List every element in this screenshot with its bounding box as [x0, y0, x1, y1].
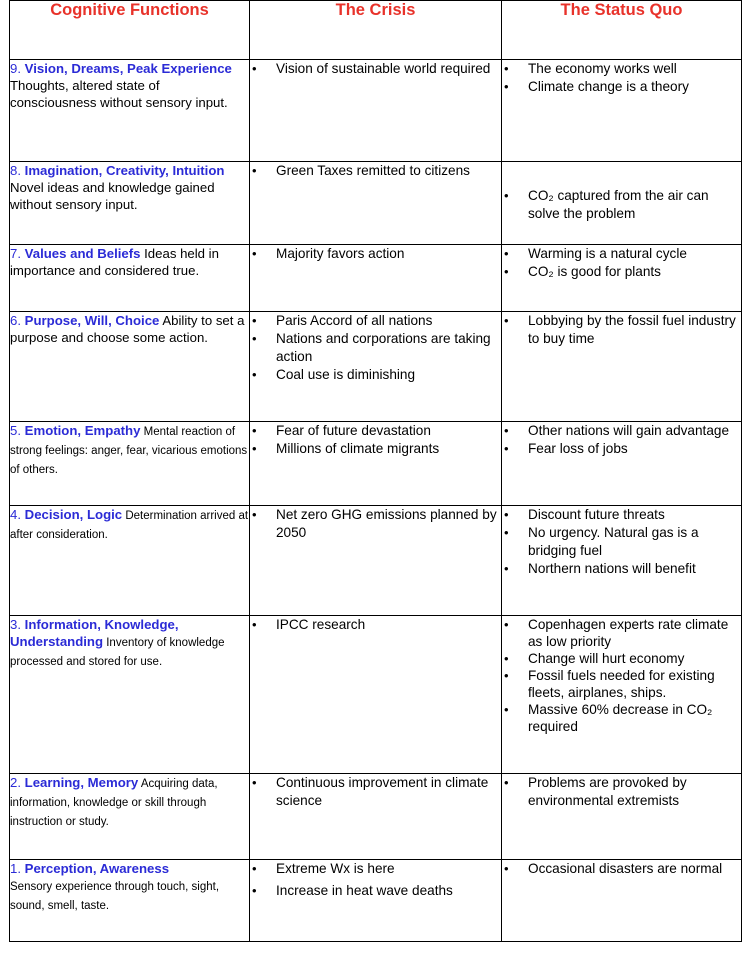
table-row	[10, 506, 742, 616]
header-the-crisis: The Crisis	[250, 1, 502, 60]
function-cell	[10, 312, 250, 422]
list-item: • Climate change is a theory	[502, 78, 741, 96]
function-title: Emotion, Empathy	[24, 423, 141, 438]
function-description: Mental reaction of strong feelings: anger, fear, vicarious emotions of others.	[10, 426, 248, 476]
function-description: Novel ideas and knowledge gained without sensory input.	[10, 180, 215, 212]
table-row	[10, 616, 742, 774]
function-cell	[10, 616, 250, 774]
function-title: Learning, Memory	[24, 775, 139, 790]
function-number: 8.	[10, 163, 25, 178]
function-description: Sensory experience through touch, sight, sound, smell, taste.	[10, 881, 220, 912]
list-item: • Green Taxes remitted to citizens	[250, 162, 501, 180]
crisis-cell	[250, 422, 502, 506]
list-item: • Northern nations will benefit	[502, 560, 741, 578]
status-quo-cell	[502, 616, 742, 774]
header-row	[10, 1, 742, 60]
function-title: Imagination, Creativity, Intuition	[24, 163, 225, 178]
status-quo-cell	[502, 162, 742, 245]
crisis-cell	[250, 312, 502, 422]
crisis-cell	[250, 60, 502, 162]
function-number: 6.	[10, 313, 25, 328]
list-item: • Other nations will gain advantage	[502, 422, 741, 440]
list-item: • Copenhagen experts rate climate as low priority	[502, 616, 741, 650]
function-cell	[10, 60, 250, 162]
function-title: Decision, Logic	[24, 507, 123, 522]
function-number: 7.	[10, 246, 25, 261]
list-item: • Increase in heat wave deaths	[250, 882, 501, 900]
list-item: • Fossil fuels needed for existing fleets, airplanes, ships.	[502, 667, 741, 701]
table-row	[10, 245, 742, 312]
function-cell	[10, 162, 250, 245]
function-cell	[10, 506, 250, 616]
function-description: Acquiring data, information, knowledge or skill through instruction or study.	[10, 778, 218, 828]
header-the-status-quo: The Status Quo	[502, 1, 742, 60]
list-item: • CO₂ is good for plants	[502, 263, 741, 281]
crisis-cell	[250, 506, 502, 616]
list-item: • Extreme Wx is here	[250, 860, 501, 878]
list-item: • CO₂ captured from the air can solve the problem	[502, 187, 741, 223]
list-item: • Majority favors action	[250, 245, 501, 263]
table-row	[10, 860, 742, 942]
table-row	[10, 162, 742, 245]
list-item: • The economy works well	[502, 60, 741, 78]
function-number: 5.	[10, 423, 25, 438]
list-item: • Problems are provoked by environmental extremists	[502, 774, 741, 810]
list-item: • Fear of future devastation	[250, 422, 501, 440]
status-quo-cell	[502, 774, 742, 860]
table-row	[10, 774, 742, 860]
status-quo-cell	[502, 860, 742, 942]
table-row	[10, 60, 742, 162]
list-item: • Continuous improvement in climate science	[250, 774, 501, 810]
crisis-cell	[250, 245, 502, 312]
crisis-cell	[250, 774, 502, 860]
crisis-cell	[250, 616, 502, 774]
function-number: 4.	[10, 507, 25, 522]
function-description: Thoughts, altered state of consciousness without sensory input.	[10, 78, 228, 110]
list-item: • Vision of sustainable world required	[250, 60, 501, 78]
function-cell	[10, 422, 250, 506]
cognitive-functions-table	[9, 0, 742, 942]
function-title: Vision, Dreams, Peak Experience	[24, 61, 232, 76]
function-description: Inventory of knowledge processed and stored for use.	[10, 637, 225, 668]
crisis-cell	[250, 860, 502, 942]
list-item: • Nations and corporations are taking action	[250, 330, 501, 366]
table-row	[10, 312, 742, 422]
list-item: • Warming is a natural cycle	[502, 245, 741, 263]
function-description: Ideas held in importance and considered true.	[10, 246, 219, 278]
status-quo-cell	[502, 506, 742, 616]
list-item: • Massive 60% decrease in CO₂ required	[502, 701, 741, 735]
list-item: • Lobbying by the fossil fuel industry to buy time	[502, 312, 741, 348]
function-description: Determination arrived at after consideration.	[10, 510, 249, 541]
function-number: 9.	[10, 61, 25, 76]
list-item: • Paris Accord of all nations	[250, 312, 501, 330]
list-item: • Millions of climate migrants	[250, 440, 501, 458]
status-quo-cell	[502, 312, 742, 422]
list-item: • Change will hurt economy	[502, 650, 741, 667]
function-number: 2.	[10, 775, 25, 790]
list-item: • Discount future threats	[502, 506, 741, 524]
function-number: 1.	[10, 861, 25, 876]
list-item: • Fear loss of jobs	[502, 440, 741, 458]
function-title: Information, Knowledge, Understanding	[10, 617, 179, 649]
function-number: 3.	[10, 617, 25, 632]
list-item: • No urgency. Natural gas is a bridging fuel	[502, 524, 741, 560]
function-title: Perception, Awareness	[24, 861, 170, 876]
crisis-cell	[250, 162, 502, 245]
table-row	[10, 422, 742, 506]
status-quo-cell	[502, 245, 742, 312]
function-title: Purpose, Will, Choice	[24, 313, 160, 328]
header-cognitive-functions: Cognitive Functions	[10, 1, 250, 60]
list-item: • Occasional disasters are normal	[502, 860, 741, 878]
function-cell	[10, 774, 250, 860]
list-item: • IPCC research	[250, 616, 501, 634]
function-description: Ability to set a purpose and choose some action.	[10, 313, 245, 345]
list-item: • Net zero GHG emissions planned by 2050	[250, 506, 501, 542]
function-cell	[10, 860, 250, 942]
function-cell	[10, 245, 250, 312]
function-title: Values and Beliefs	[24, 246, 141, 261]
status-quo-cell	[502, 60, 742, 162]
status-quo-cell	[502, 422, 742, 506]
list-item: • Coal use is diminishing	[250, 366, 501, 384]
